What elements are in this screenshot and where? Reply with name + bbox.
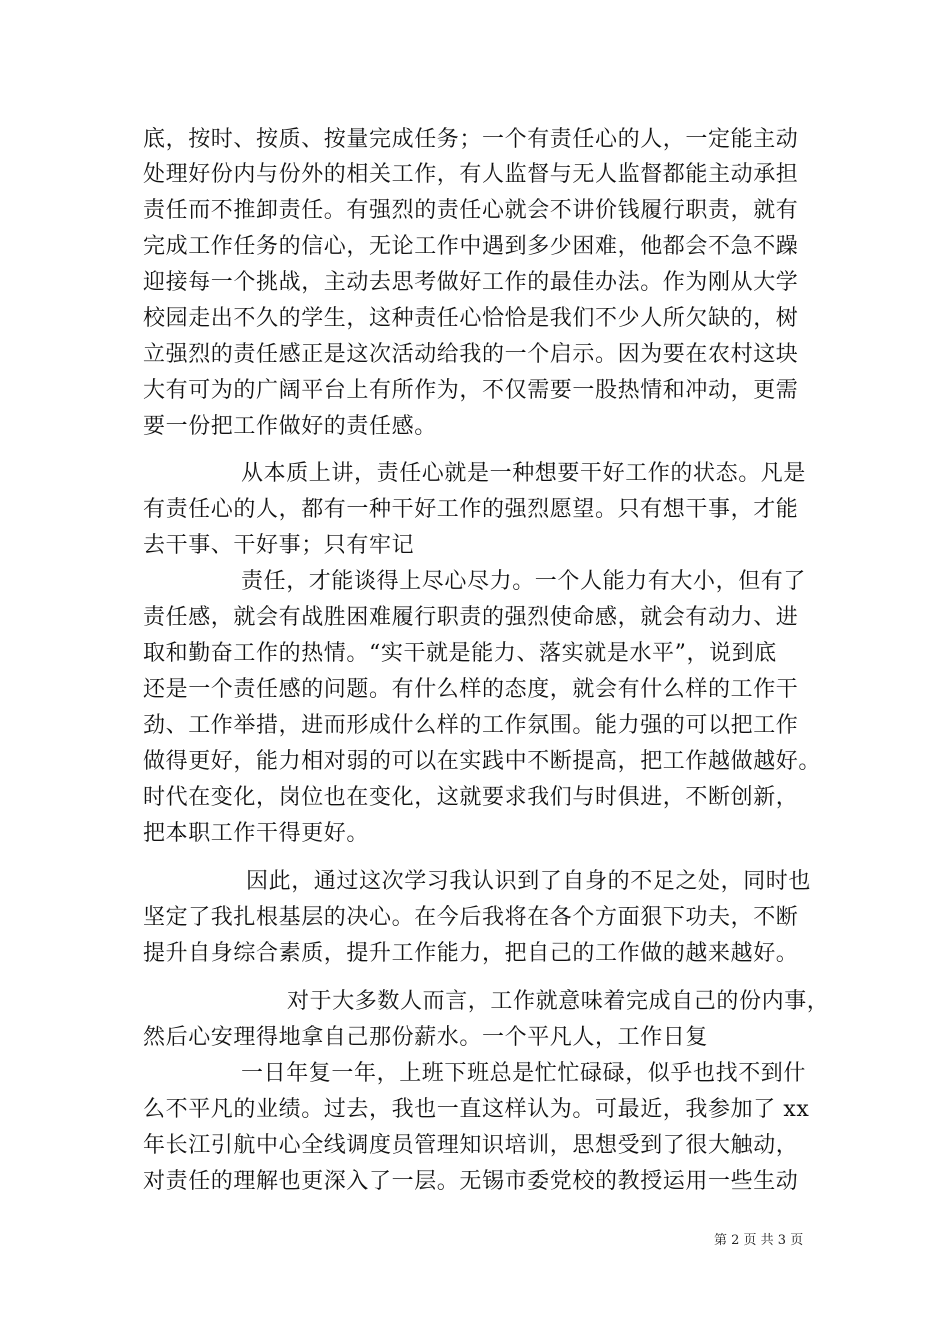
text-line: 校园走出不久的学生，这种责任心恰恰是我们不少人所欠缺的，树 [143,306,799,331]
text-line: 做得更好，能力相对弱的可以在实践中不断提高，把工作越做越好。 [143,749,822,774]
paragraph-start-line: 一日年复一年，上班下班总是忙忙碌碌，似乎也找不到什 [241,1061,807,1086]
text-line: 处理好份内与份外的相关工作，有人监督与无人监督都能主动承担 [143,162,799,187]
text-line: 责任感，就会有战胜困难履行职责的强烈使命感，就会有动力、进 [143,605,799,630]
text-line: 么不平凡的业绩。过去，我也一直这样认为。可最近，我参加了 xx [143,1097,810,1122]
paragraph-start-line: 从本质上讲，责任心就是一种想要干好工作的状态。凡是 [241,461,807,486]
text-line: 去干事、干好事；只有牢记 [143,533,415,558]
text-line: 提升自身综合素质，提升工作能力，把自己的工作做的越来越好。 [143,941,799,966]
text-line: 把本职工作干得更好。 [143,821,370,846]
text-line: 责任而不推卸责任。有强烈的责任心就会不讲价钱履行职责，就有 [143,198,799,223]
text-line: 完成工作任务的信心，无论工作中遇到多少困难，他都会不急不躁 [143,234,799,259]
text-line: 立强烈的责任感正是这次活动给我的一个启示。因为要在农村这块 [143,342,799,367]
text-line: 劲、工作举措，进而形成什么样的工作氛围。能力强的可以把工作 [143,713,799,738]
text-line: 底，按时、按质、按量完成任务；一个有责任心的人，一定能主动 [143,127,799,152]
page-number-footer: 第 2 页 共 3 页 [714,1233,804,1248]
text-line: 有责任心的人，都有一种干好工作的强烈愿望。只有想干事，才能 [143,497,799,522]
text-line: 年长江引航中心全线调度员管理知识培训，思想受到了很大触动， [143,1133,799,1158]
text-line: 然后心安理得地拿自己那份薪水。一个平凡人，工作日复 [143,1025,709,1050]
text-line: 对责任的理解也更深入了一层。无锡市委党校的教授运用一些生动 [143,1169,799,1194]
text-line: 大有可为的广阔平台上有所作为，不仅需要一股热情和冲动，更需 [143,378,799,403]
text-line: 迎接每一个挑战，主动去思考做好工作的最佳办法。作为刚从大学 [143,270,799,295]
text-line: 时代在变化，岗位也在变化，这就要求我们与时俱进，不断创新， [143,785,799,810]
text-line: 要一份把工作做好的责任感。 [143,414,437,439]
paragraph-start-line: 责任，才能谈得上尽心尽力。一个人能力有大小，但有了 [241,569,807,594]
paragraph-start-line: 对于大多数人而言，工作就意味着完成自己的份内事， [287,989,830,1014]
text-line: 取和勤奋工作的热情。“实干就是能力、落实就是水平”，说到底 [143,641,777,666]
text-line: 坚定了我扎根基层的决心。在今后我将在各个方面狠下功夫，不断 [143,905,799,930]
paragraph-start-line: 因此，通过这次学习我认识到了自身的不足之处，同时也 [246,869,812,894]
text-line: 还是一个责任感的问题。有什么样的态度，就会有什么样的工作干 [143,677,799,702]
